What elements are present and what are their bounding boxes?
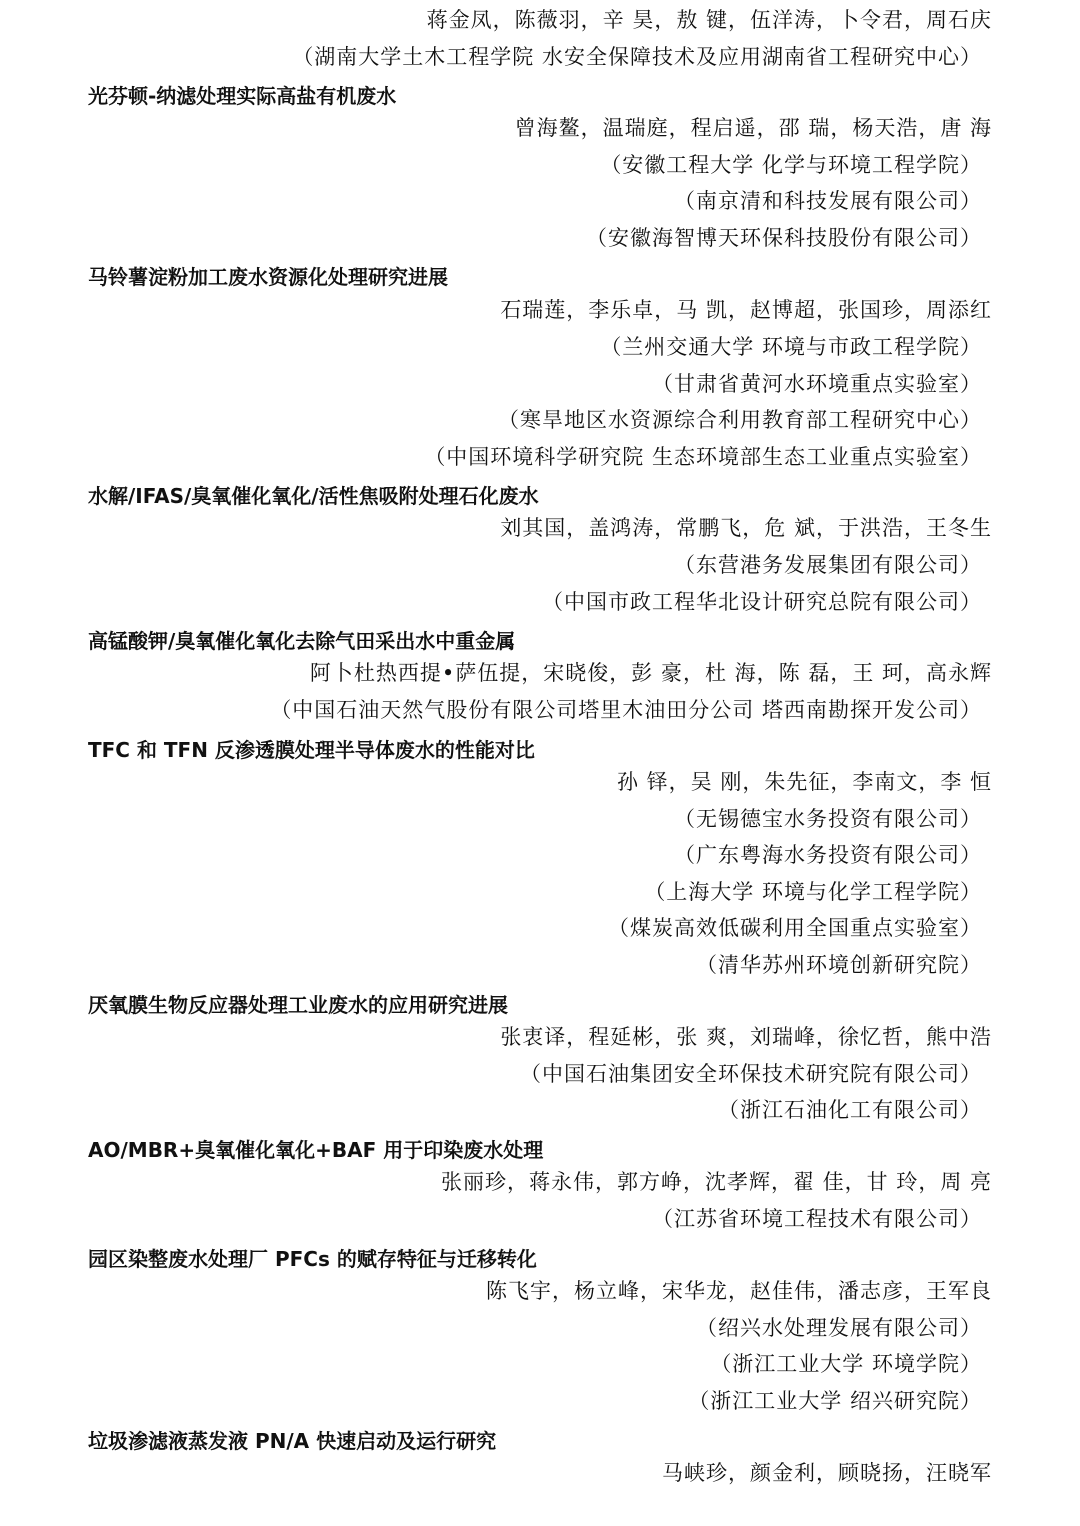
affiliation-line: （湖南大学土木工程学院 水安全保障技术及应用湖南省工程研究中心）	[292, 45, 982, 69]
author-line: 张丽珍，蒋永伟，郭方峥，沈孝辉，翟 佳，甘 玲，周 亮	[440, 1170, 992, 1194]
author-line: 石瑞莲，李乐卓，马 凯，赵博超，张国珍，周添红	[500, 298, 992, 322]
affiliation-line: （中国环境科学研究院 生态环境部生态工业重点实验室）	[424, 445, 982, 469]
affiliation-line: （安徽工程大学 化学与环境工程学院）	[600, 153, 982, 177]
author-line: 孙 铎，吴 刚，朱先征，李南文，李 恒	[616, 770, 992, 794]
article-title: 垃圾渗滤液蒸发液 PN/A 快速启动及运行研究	[88, 1429, 497, 1453]
affiliation-line: （煤炭高效低碳利用全国重点实验室）	[608, 916, 982, 940]
author-line: 曾海鳌，温瑞庭，程启遥，邵 瑞，杨天浩，唐 海	[514, 116, 992, 140]
affiliation-line: （清华苏州环境创新研究院）	[696, 953, 982, 977]
affiliation-line: （浙江石油化工有限公司）	[718, 1098, 982, 1122]
affiliation-line: （寒旱地区水资源综合利用教育部工程研究中心）	[498, 408, 982, 432]
article-title: TFC 和 TFN 反渗透膜处理半导体废水的性能对比	[88, 738, 535, 762]
affiliation-line: （绍兴水处理发展有限公司）	[696, 1316, 982, 1340]
affiliation-line: （上海大学 环境与化学工程学院）	[644, 880, 982, 904]
affiliation-line: （江苏省环境工程技术有限公司）	[652, 1207, 982, 1231]
affiliation-line: （广东粤海水务投资有限公司）	[674, 843, 982, 867]
affiliation-line: （无锡德宝水务投资有限公司）	[674, 807, 982, 831]
article-title: AO/MBR+臭氧催化氧化+BAF 用于印染废水处理	[88, 1138, 544, 1162]
affiliation-line: （东营港务发展集团有限公司）	[674, 553, 982, 577]
affiliation-line: （中国石油集团安全环保技术研究院有限公司）	[520, 1062, 982, 1086]
affiliation-line: （甘肃省黄河水环境重点实验室）	[652, 372, 982, 396]
affiliation-line: （中国市政工程华北设计研究总院有限公司）	[542, 590, 982, 614]
author-line: 刘其国，盖鸿涛，常鹏飞，危 斌，于洪浩，王冬生	[500, 516, 992, 540]
article-title: 园区染整废水处理厂 PFCs 的赋存特征与迁移转化	[88, 1247, 537, 1271]
affiliation-line: （中国石油天然气股份有限公司塔里木油田分公司 塔西南勘探开发公司）	[270, 698, 982, 722]
author-line: 蒋金凤，陈薇羽，辛 昊，敖 键，伍洋涛，卜令君，周石庆	[426, 8, 992, 32]
author-line: 张衷译，程延彬，张 爽，刘瑞峰，徐忆哲，熊中浩	[500, 1025, 992, 1049]
affiliation-line: （兰州交通大学 环境与市政工程学院）	[600, 335, 982, 359]
affiliation-line: （南京清和科技发展有限公司）	[674, 189, 982, 213]
author-line: 陈飞宇，杨立峰，宋华龙，赵佳伟，潘志彦，王军良	[486, 1279, 992, 1303]
article-title: 高锰酸钾/臭氧催化氧化去除气田采出水中重金属	[88, 629, 516, 653]
author-line: 阿卜杜热西提•萨伍提，宋晓俊，彭 豪，杜 海，陈 磊，王 珂，高永辉	[309, 661, 992, 685]
article-title: 水解/IFAS/臭氧催化氧化/活性焦吸附处理石化废水	[88, 484, 539, 508]
article-title: 光芬顿-纳滤处理实际高盐有机废水	[88, 84, 397, 108]
affiliation-line: （安徽海智博天环保科技股份有限公司）	[586, 226, 982, 250]
article-title: 厌氧膜生物反应器处理工业废水的应用研究进展	[88, 993, 508, 1017]
article-title: 马铃薯淀粉加工废水资源化处理研究进展	[88, 265, 448, 289]
author-line: 马峡珍，颜金利，顾晓扬，汪晓军	[662, 1461, 992, 1485]
affiliation-line: （浙江工业大学 环境学院）	[710, 1352, 982, 1376]
affiliation-line: （浙江工业大学 绍兴研究院）	[688, 1389, 982, 1413]
